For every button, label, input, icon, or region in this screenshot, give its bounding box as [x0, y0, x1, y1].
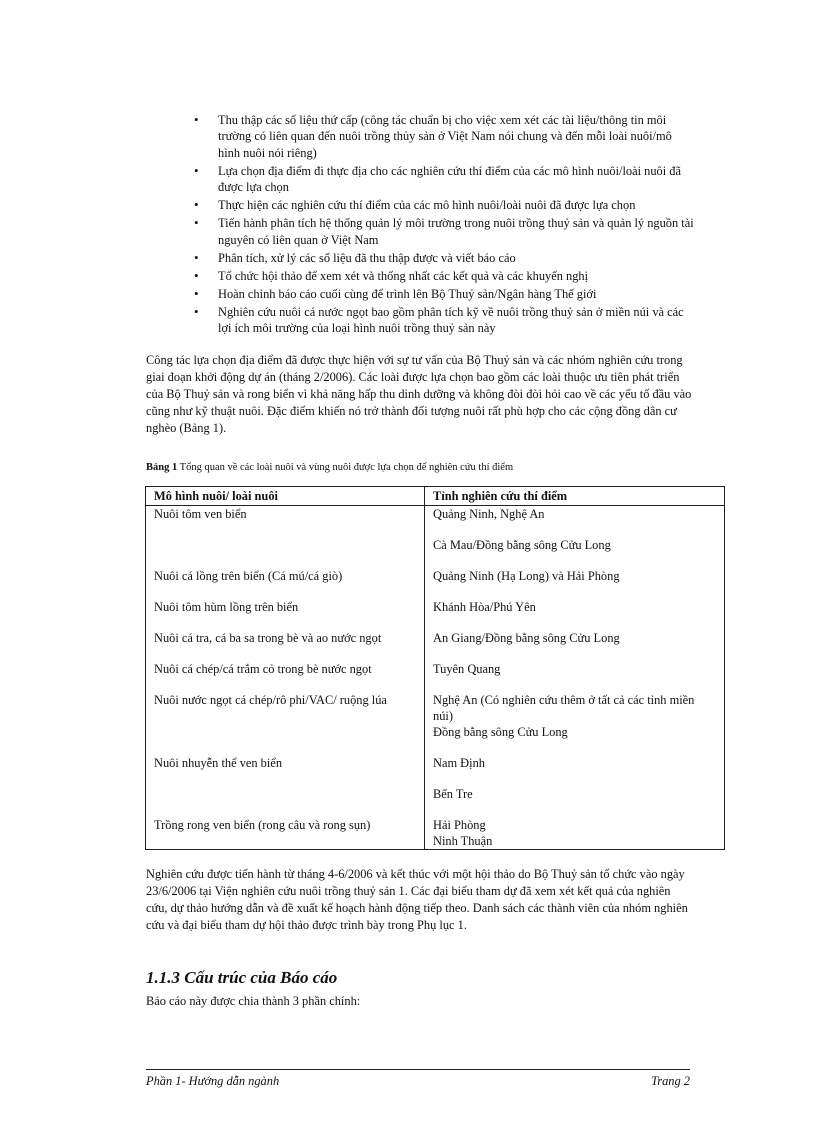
bullet-icon: •: [194, 215, 199, 231]
model-cell: Nuôi tôm hùm lồng trên biển: [146, 599, 425, 630]
bullet-icon: •: [194, 197, 199, 213]
table-caption: [146, 462, 706, 473]
bullet-item: [194, 215, 694, 248]
model-cell: Nuôi cá lồng trên biển (Cá mú/cá giò): [146, 568, 425, 599]
bullet-icon: •: [194, 112, 199, 127]
bullet-text: Nghiên cứu nuôi cá nước ngọt bao gồm phân tích kỹ về nuôi trồng thuỷ sản ở miền núi và các lợi ích môi trường của loại hình nuôi trồng thuỷ sản này: [218, 304, 684, 336]
model-cell: Nuôi cá chép/cá trắm cỏ trong bè nước ngọt: [146, 661, 425, 692]
bullet-text: Thực hiện các nghiên cứu thí điểm của các mô hình nuôi/loài nuôi đã được lựa chọn: [218, 198, 636, 213]
site-line: Nghệ An (Có nghiên cứu thêm ở tất cả các tỉnh miền núi): [433, 693, 695, 723]
site-line: Ninh Thuận: [433, 834, 493, 848]
sites-cell: [425, 599, 725, 630]
table-row: [146, 692, 725, 755]
site-line: Bến Tre: [433, 787, 473, 801]
site-line: Quảng Ninh (Hạ Long) và Hải Phòng: [433, 569, 620, 583]
table-caption-text: Tổng quan về các loài nuôi và vùng nuôi được lựa chọn để nghiên cứu thí điểm: [177, 462, 514, 473]
bullet-item: [194, 286, 694, 302]
site-line: Khánh Hòa/Phú Yên: [433, 600, 536, 614]
model-cell: Nuôi nhuyễn thể ven biển: [146, 755, 425, 817]
bullet-text: Lựa chọn địa điểm đi thực địa cho các nghiên cứu thí điểm của các mô hình nuôi/loài nuôi đã được lựa chọn: [218, 163, 681, 195]
bullet-item: [194, 304, 694, 337]
table-row: [146, 568, 725, 599]
bullet-text: Tiến hành phân tích hệ thống quản lý môi trường trong nuôi trồng thuỷ sản và quản lý nguồn tài nguyên có liên quan ở Việt Nam: [218, 216, 694, 247]
sites-cell: [425, 661, 725, 692]
table-row: [146, 599, 725, 630]
table-row: [146, 661, 725, 692]
model-cell: Nuôi cá tra, cá ba sa trong bè và ao nước ngọt: [146, 630, 425, 661]
bullet-item: [194, 112, 694, 161]
model-cell: Trồng rong ven biển (rong câu và rong sụn): [146, 817, 425, 850]
site-line: Đồng bằng sông Cửu Long: [433, 725, 568, 739]
bullet-icon: •: [194, 267, 199, 283]
table-header-row: [146, 487, 725, 506]
study-period-paragraph: Nghiên cứu được tiến hành từ tháng 4-6/2006 và kết thúc với một hội thảo do Bộ Thuỷ sản tổ chức vào ngày 23/6/2006 tại Viện nghiên cứu nuôi trồng thuỷ sản 1. Các đại biểu tham dự đã xem xét kết quả của nghiên cứu, dự thảo hướng dẫn và đề xuất kế hoạch hành động tiếp theo. Danh sách các thành viên của nhóm nghiên cứu và đại biểu tham dự hội thảo được trình bày trong Phụ lục 1.: [146, 867, 688, 932]
site-line: Cà Mau/Đồng bằng sông Cửu Long: [433, 538, 611, 552]
species-sites-table: [145, 486, 725, 850]
bullet-icon: •: [194, 285, 199, 301]
sites-cell: [425, 692, 725, 755]
bullet-icon: •: [194, 162, 199, 178]
site-selection-paragraph: Công tác lựa chọn địa điểm đã được thực hiện với sự tư vấn của Bộ Thuỷ sản và các nhóm nghiên cứu trong giai đoạn khởi động dự án (tháng 2/2006). Các loài được lựa chọn bao gồm các loài thuộc ưu tiên phát triển của Bộ Thuỷ sản và rong biển vì khả năng hấp thu dinh dưỡng và không đòi đòi hỏi cao về các yếu tố đầu vào cũng như kỹ thuật nuôi. Đặc điểm khiến nó trở thành đối tượng nuôi rất phù hợp cho các cộng đồng dân cư nghèo (Bảng 1).: [146, 353, 692, 435]
bullet-icon: •: [194, 249, 199, 265]
site-line: Nam Định: [433, 756, 485, 770]
model-cell: Nuôi nước ngọt cá chép/rô phi/VAC/ ruộng lúa: [146, 692, 425, 755]
table-row: [146, 817, 725, 850]
bullet-icon: •: [194, 303, 199, 319]
site-line: Tuyên Quang: [433, 662, 501, 676]
table-row: [146, 630, 725, 661]
site-line: Quảng Ninh, Nghệ An: [433, 507, 545, 521]
model-cell: Nuôi tôm ven biển: [146, 506, 425, 569]
bullet-item: [194, 250, 694, 266]
bullet-item: [194, 197, 694, 213]
sites-cell: [425, 817, 725, 850]
bullet-item: [194, 163, 694, 196]
footer-section-label: Phần 1- Hướng dẫn ngành: [146, 1074, 280, 1088]
bullet-item: [194, 268, 694, 284]
bullet-text: Phân tích, xử lý các số liệu đã thu thập được và viết báo cáo: [218, 250, 516, 265]
table-row: [146, 755, 725, 817]
section-heading: 1.1.3 Cấu trúc của Báo cáo: [146, 968, 338, 987]
bullet-text: Thu thập các số liệu thứ cấp (công tác chuẩn bị cho việc xem xét các tài liệu/thông tin môi trường có liên quan đến nuôi trồng thủy sản ở Việt Nam nói chung và đến mỗi loài nuôi/mô hình nuôi nói riêng): [218, 113, 672, 160]
sites-cell: [425, 755, 725, 817]
footer-page-number: Trang 2: [651, 1074, 690, 1088]
sites-cell: [425, 506, 725, 569]
bullet-text: Hoàn chỉnh báo cáo cuối cùng để trình lên Bộ Thuỷ sản/Ngân hàng Thế giới: [218, 286, 597, 301]
table-row: [146, 506, 725, 569]
site-line: Hải Phòng: [433, 818, 486, 832]
sites-cell: [425, 568, 725, 599]
sites-cell: [425, 630, 725, 661]
column-header-sites: Tỉnh nghiên cứu thí điểm: [425, 487, 725, 506]
footer-divider: [146, 1069, 690, 1070]
site-line: An Giang/Đồng bằng sông Cửu Long: [433, 631, 620, 645]
bullet-text: Tổ chức hội thảo để xem xét và thống nhất các kết quả và các khuyến nghị: [218, 268, 589, 283]
section-intro: Báo cáo này được chia thành 3 phần chính:: [146, 994, 361, 1008]
table-caption-label: Bảng 1: [146, 462, 178, 473]
activity-bullet-list: [194, 112, 694, 338]
column-header-model: Mô hình nuôi/ loài nuôi: [146, 487, 425, 506]
